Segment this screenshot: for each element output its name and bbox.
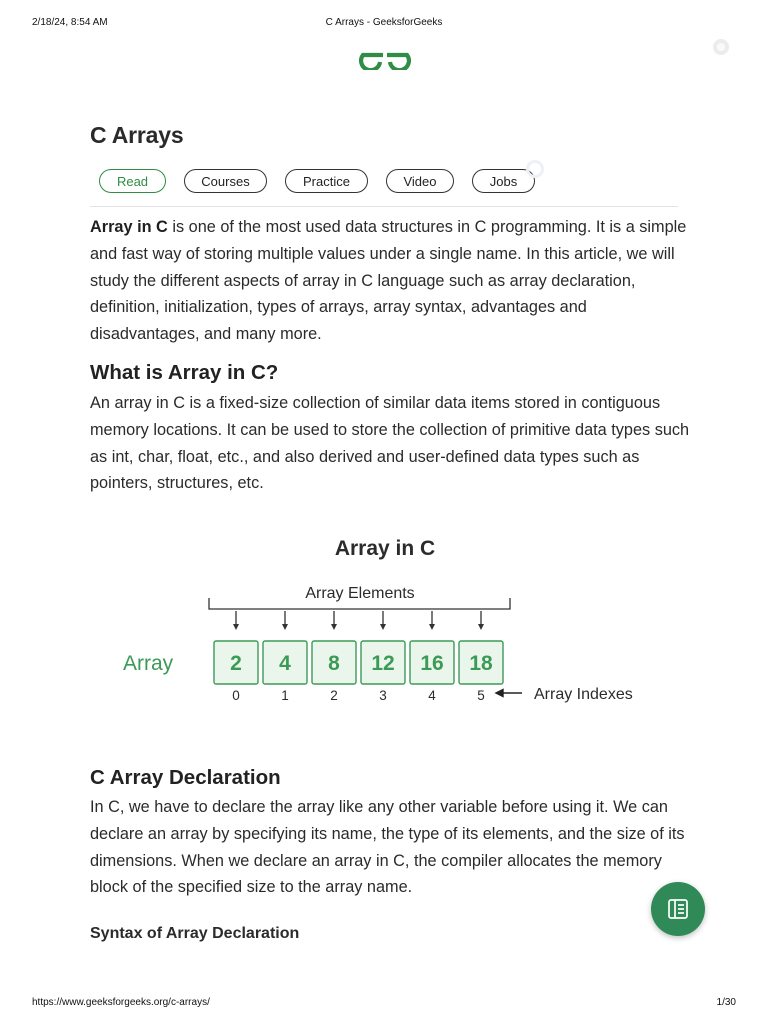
array-index-label: 4	[428, 688, 436, 703]
section-heading-what-is-array: What is Array in C?	[90, 361, 279, 384]
print-header	[0, 17, 768, 31]
syntax-heading: Syntax of Array Declaration	[90, 925, 300, 942]
section-what-is-array-body: An array in C is a fixed-size collection of similar data items stored in contiguous memory locations. It can be used to store the collection of primitive data types such as int, char, float, etc., and also derived and user-defined data types such as pointers, structures, etc.	[90, 394, 690, 493]
element-arrow	[478, 611, 484, 630]
section-array-declaration-body: In C, we have to declare the array like any other variable before using it. We can declare an array by specifying its name, the type of its elements, and the size of its dimensions. When we declare an array in C, the compiler allocates the memory block of the specified size to the array name.	[90, 798, 685, 897]
array-index-label: 5	[477, 688, 485, 703]
element-arrow	[233, 611, 239, 630]
array-cell	[312, 641, 356, 684]
reading-mode-button[interactable]	[651, 882, 705, 936]
tab-jobs[interactable]: Jobs	[472, 169, 535, 193]
reading-mode-icon	[666, 897, 690, 921]
page-title: C Arrays	[90, 122, 184, 148]
indexes-arrow	[496, 690, 522, 697]
array-cell-value: 4	[279, 652, 291, 675]
print-page-title: C Arrays - GeeksforGeeks	[325, 17, 443, 28]
tab-courses[interactable]: Courses	[184, 169, 267, 193]
element-arrow	[380, 611, 386, 630]
decorative-circle	[713, 39, 729, 55]
diagram-indexes-label: Array Indexes	[534, 686, 633, 703]
print-url: https://www.geeksforgeeks.org/c-arrays/	[32, 997, 210, 1008]
array-cell	[214, 641, 258, 684]
element-arrow	[331, 611, 337, 630]
array-diagram	[110, 525, 680, 715]
array-cell-value: 16	[420, 652, 444, 675]
tab-read[interactable]: Read	[99, 169, 166, 193]
array-index-label: 0	[232, 688, 240, 703]
array-indexes	[232, 688, 485, 703]
array-cell	[410, 641, 454, 684]
array-cell-value: 2	[230, 652, 242, 675]
array-cell	[459, 641, 503, 684]
section-heading-array-declaration: C Array Declaration	[90, 766, 281, 789]
tab-practice[interactable]: Practice	[285, 169, 368, 193]
element-arrow	[429, 611, 435, 630]
array-cells	[214, 641, 503, 684]
array-index-label: 3	[379, 688, 387, 703]
tabs-divider	[90, 206, 678, 207]
array-cell	[263, 641, 307, 684]
array-cell-value: 18	[469, 652, 493, 675]
array-cell	[361, 641, 405, 684]
print-datetime: 2/18/24, 8:54 AM	[32, 17, 108, 28]
diagram-row-label: Array	[123, 652, 174, 675]
print-page-number: 1/30	[716, 997, 736, 1008]
intro-paragraph	[90, 214, 690, 348]
element-arrow	[282, 611, 288, 630]
diagram-title: Array in C	[334, 537, 436, 560]
tab-video[interactable]: Video	[386, 169, 454, 193]
geeksforgeeks-logo-icon[interactable]	[357, 40, 413, 70]
array-cell-value: 12	[371, 652, 395, 675]
intro-bold-lead: Array in C	[90, 218, 168, 236]
element-arrows	[233, 611, 484, 630]
decorative-ring	[526, 160, 544, 178]
intro-text: is one of the most used data structures in C programming. It is a simple and fast way of storing multiple values under a single name. In this article, we will study the different aspects of array in C language such as array declaration, definition, initialization, types of arrays, array syntax, advantages and disadvantages, and many more.	[90, 218, 687, 344]
array-index-label: 2	[330, 688, 338, 703]
array-index-label: 1	[281, 688, 289, 703]
print-footer	[0, 997, 768, 1011]
array-cell-value: 8	[328, 652, 340, 675]
diagram-elements-label: Array Elements	[305, 585, 415, 602]
